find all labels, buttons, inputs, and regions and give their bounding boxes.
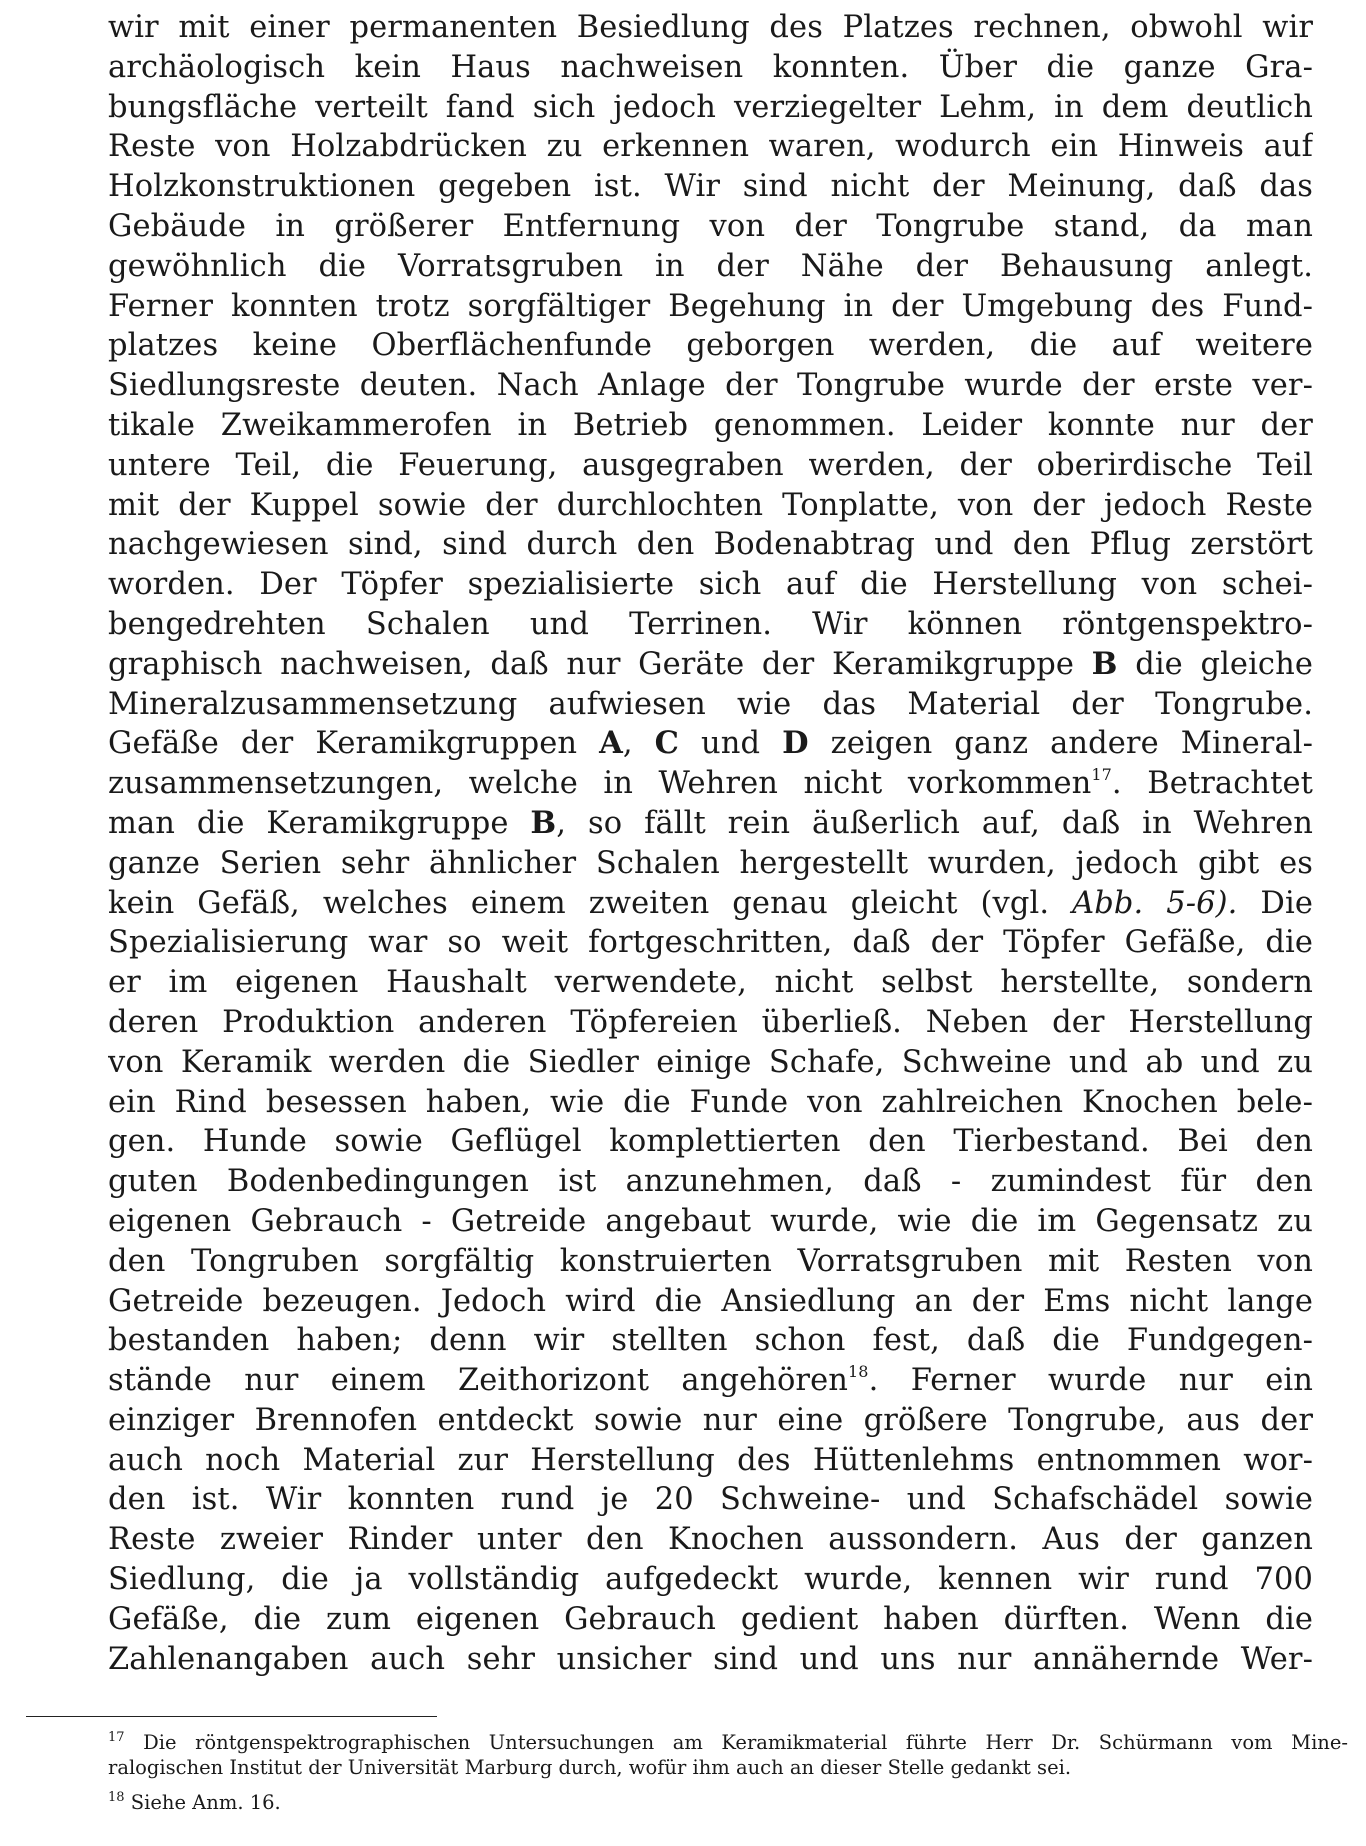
text-line: tikale Zweikammerofen in Betrieb genommen. Leider konnte nur der	[108, 407, 1313, 443]
text-segment: graphisch nachweisen, daß nur Geräte der Keramikgruppe	[108, 646, 1092, 682]
footnote-text: Die röntgenspektrographischen Untersuchungen am Keramikmaterial führte Herr Dr. Schürmann vom Mine-	[143, 1731, 1348, 1754]
text-line: platzes keine Oberflächenfunde geborgen werden, die auf weitere	[108, 328, 1313, 364]
footnote-17	[108, 1730, 1348, 1780]
text-line: gen. Hunde sowie Geflügel komplettierten den Tierbestand. Bei den	[108, 1124, 1313, 1160]
text-segment: . Ferner wurde nur ein	[868, 1363, 1313, 1399]
text-segment: . Betrachtet	[1111, 766, 1313, 802]
text-line: Holzkonstruktionen gegeben ist. Wir sind nicht der Meinung, daß das	[108, 169, 1313, 205]
text-line	[108, 764, 1313, 804]
text-line: Zahlenangaben auch sehr unsicher sind und uns nur annähernde Wer-	[108, 1641, 1313, 1677]
text-line: deren Produktion anderen Töpfereien überließ. Neben der Herstellung	[108, 1004, 1313, 1040]
text-line: Gefäße, die zum eigenen Gebrauch gedient haben dürften. Wenn die	[108, 1601, 1313, 1637]
text-segment: man die Keramikgruppe	[108, 805, 531, 841]
text-line	[108, 724, 1313, 764]
text-line: bestanden haben; denn wir stellten schon fest, daß die Fundgegen-	[108, 1323, 1313, 1359]
text-line: worden. Der Töpfer spezialisierte sich auf die Herstellung von schei-	[108, 567, 1313, 603]
keramikgruppe-label: A	[599, 725, 623, 762]
figure-reference[interactable]: Abb. 5-6).	[1072, 885, 1238, 921]
footnote-text: Siehe Anm. 16.	[130, 1791, 281, 1814]
text-segment: zeigen ganz andere Mineral-	[808, 726, 1313, 762]
text-segment: Gefäße der Keramikgruppen	[108, 726, 600, 762]
footnote-number: 18	[108, 1789, 125, 1805]
keramikgruppe-label: C	[654, 725, 680, 762]
text-line: wir mit einer permanenten Besiedlung des Platzes rechnen, obwohl wir	[108, 10, 1313, 45]
text-line: Spezialisierung war so weit fortgeschritten, daß der Töpfer Gefäße, die	[108, 925, 1313, 961]
text-line: bengedrehten Schalen und Terrinen. Wir können röntgenspektro-	[108, 606, 1313, 642]
text-line	[108, 804, 1313, 844]
text-segment: ,	[622, 726, 655, 762]
footnote-divider	[26, 1716, 437, 1717]
text-line: Getreide bezeugen. Jedoch wird die Ansiedlung an der Ems nicht lange	[108, 1283, 1313, 1319]
keramikgruppe-label: D	[782, 725, 809, 762]
text-line: den Tongruben sorgfältig konstruierten Vorratsgruben mit Resten von	[108, 1243, 1313, 1279]
text-line	[108, 645, 1313, 685]
text-segment: die gleiche	[1117, 646, 1313, 682]
text-line: Siedlung, die ja vollständig aufgedeckt wurde, kennen wir rund 700	[108, 1562, 1313, 1598]
body-text	[108, 8, 1313, 1679]
text-segment: , so fällt rein äußerlich auf, daß in Wehren	[556, 805, 1313, 841]
text-line: gewöhnlich die Vorratsgruben in der Nähe der Behausung anlegt.	[108, 248, 1313, 284]
footnote-line: ralogischen Institut der Universität Marburg durch, wofür ihm auch an dieser Stelle gedankt sei.	[108, 1756, 1072, 1779]
text-segment: und	[679, 726, 783, 762]
text-line: bungsfläche verteilt fand sich jedoch verziegelter Lehm, in dem deutlich	[108, 89, 1313, 125]
text-line: Mineralzusammensetzung aufwiesen wie das Material der Tongrube.	[108, 686, 1313, 722]
footnote-reference[interactable]: 18	[848, 1361, 869, 1381]
text-line: guten Bodenbedingungen ist anzunehmen, daß - zumindest für den	[108, 1164, 1313, 1200]
text-segment: zusammensetzungen, welche in Wehren nicht vorkommen	[108, 766, 1092, 802]
text-line: eigenen Gebrauch - Getreide angebaut wurde, wie die im Gegensatz zu	[108, 1203, 1313, 1239]
text-line: Reste zweier Rinder unter den Knochen aussondern. Aus der ganzen	[108, 1522, 1313, 1558]
footnote-18	[108, 1790, 1348, 1815]
text-line: einziger Brennofen entdeckt sowie nur eine größere Tongrube, aus der	[108, 1402, 1313, 1438]
keramikgruppe-label: B	[1091, 645, 1118, 682]
text-line	[108, 884, 1313, 924]
text-line: den ist. Wir konnten rund je 20 Schweine- und Schafschädel sowie	[108, 1482, 1313, 1518]
text-line: mit der Kuppel sowie der durchlochten Tonplatte, von der jedoch Reste	[108, 487, 1313, 523]
text-line: archäologisch kein Haus nachweisen konnten. Über die ganze Gra-	[108, 49, 1313, 85]
text-line: auch noch Material zur Herstellung des Hüttenlehms entnommen wor-	[108, 1442, 1313, 1478]
text-line: Reste von Holzabdrücken zu erkennen waren, wodurch ein Hinweis auf	[108, 129, 1313, 165]
footnote-reference[interactable]: 17	[1091, 764, 1112, 784]
text-line	[108, 1361, 1313, 1401]
text-line: Gebäude in größerer Entfernung von der Tongrube stand, da man	[108, 208, 1313, 244]
text-line: von Keramik werden die Siedler einige Schafe, Schweine und ab und zu	[108, 1044, 1313, 1080]
footnotes	[108, 1730, 1348, 1825]
footnote-number: 17	[108, 1729, 125, 1745]
footnote-line	[108, 1790, 1348, 1815]
text-segment: Die	[1237, 885, 1313, 921]
text-segment: stände nur einem Zeithorizont angehören	[108, 1363, 849, 1399]
text-line: Ferner konnten trotz sorgfältiger Begehung in der Umgebung des Fund-	[108, 288, 1313, 324]
text-line: er im eigenen Haushalt verwendete, nicht selbst herstellte, sondern	[108, 965, 1313, 1001]
footnote-line	[108, 1730, 1348, 1755]
keramikgruppe-label: B	[530, 804, 557, 841]
text-line: ganze Serien sehr ähnlicher Schalen hergestellt wurden, jedoch gibt es	[108, 845, 1313, 881]
text-line: Siedlungsreste deuten. Nach Anlage der Tongrube wurde der erste ver-	[108, 368, 1313, 404]
text-segment: kein Gefäß, welches einem zweiten genau gleicht (vgl.	[108, 885, 1073, 921]
text-line: ein Rind besessen haben, wie die Funde von zahlreichen Knochen bele-	[108, 1084, 1313, 1120]
text-line: untere Teil, die Feuerung, ausgegraben werden, der oberirdische Teil	[108, 447, 1313, 483]
text-line: nachgewiesen sind, sind durch den Bodenabtrag und den Pflug zerstört	[108, 527, 1313, 563]
